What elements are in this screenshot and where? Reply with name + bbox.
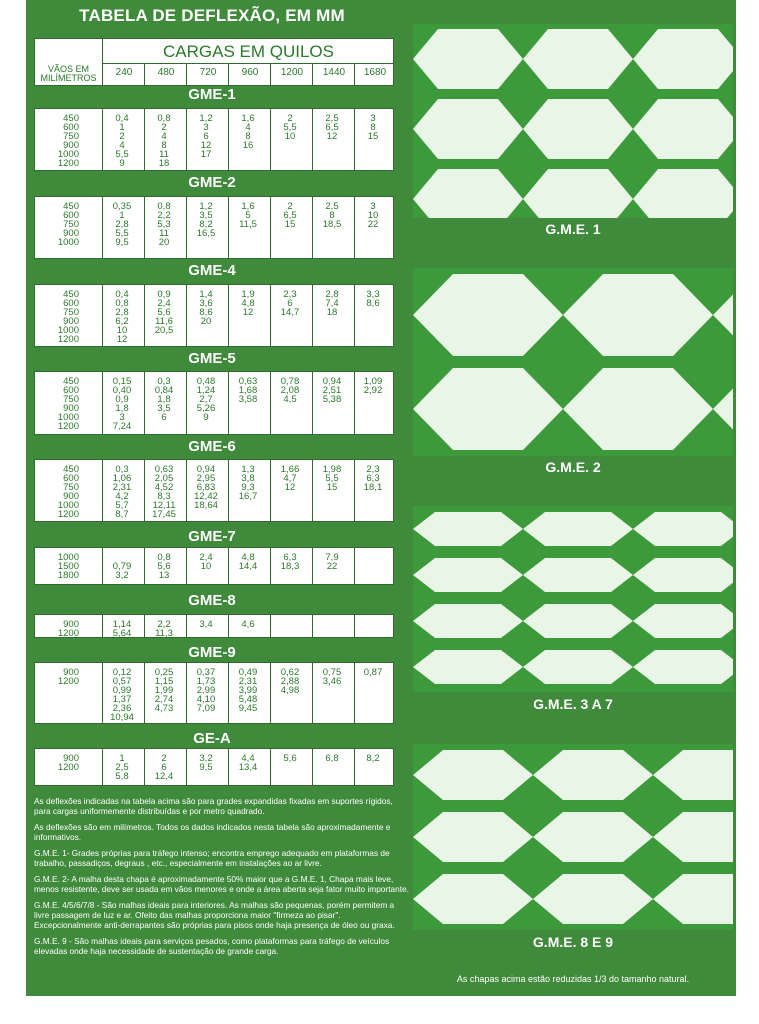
deflection-column-1440: 1,98 5,5 15 — [322, 464, 342, 493]
group-title-gme-2: GME-2 — [188, 174, 236, 191]
deflection-column-480: 0,3 0,84 1,8 3,5 6 — [154, 376, 174, 423]
deflection-column-1680: 3,3 8,6 — [366, 289, 380, 309]
deflection-column-960: 1,6 5 11,5 — [239, 201, 257, 230]
photo-label-gme3a7: G.M.E. 3 A 7 — [533, 696, 613, 712]
deflection-column-1680: 3 10 22 — [367, 201, 379, 230]
group-table-gme-2 — [34, 196, 394, 259]
deflection-column-720: 3,2 9,5 — [199, 753, 213, 773]
deflection-column-1200: 0,62 2,88 4,98 — [280, 667, 300, 696]
deflection-column-960: 1,3 3,8 9,3 16,7 — [238, 464, 258, 502]
deflection-column-1440: 2,8 7,4 18 — [325, 289, 339, 318]
note-paragraph: G.M.E. 2- A malha desta chapa é aproximadamente 50% maior que a G.M.E. 1, Chapa mais leve, menos resistente, deve ser usada em vãos menores e onde a área aberta seja fator muito importante. — [34, 874, 409, 894]
note-paragraph: As deflexões são em milímetros. Todos os dados indicados nesta tabela são aproximadamente e informativos. — [34, 822, 391, 842]
deflection-column-1440: 7,9 22 — [325, 552, 339, 572]
deflection-column-1680: 1,09 2,92 — [363, 376, 383, 396]
deflection-column-720: 3,4 — [199, 619, 213, 630]
load-header-960: 960 — [241, 67, 259, 78]
span-values: 450 600 750 900 1000 1200 — [57, 376, 79, 432]
mesh-pattern-icon — [413, 506, 733, 692]
deflection-column-960: 0,49 2,31 3,99 5,48 9,45 — [238, 667, 258, 714]
span-values: 450 600 750 900 1000 1200 — [57, 464, 79, 520]
deflection-column-720: 2,4 10 — [199, 552, 213, 572]
deflection-column-1440: 6,8 — [325, 753, 339, 764]
deflection-column-240: 0,79 3,2 — [112, 561, 132, 581]
deflection-column-240: 1 2,5 5,8 — [115, 753, 129, 782]
span-values: 900 1200 — [57, 753, 79, 773]
group-table-gme-5 — [34, 371, 394, 435]
deflection-column-240: 0,15 0,40 0,9 1,8 3 7,24 — [112, 376, 132, 432]
mesh-pattern-icon — [413, 744, 733, 930]
deflection-column-960: 4,8 14,4 — [238, 552, 258, 572]
deflection-column-1200: 5,6 — [283, 753, 297, 764]
mesh-photo-gme1 — [413, 24, 733, 218]
deflection-column-1200: 2 5,5 10 — [283, 113, 297, 142]
deflection-column-240: 0,4 0,8 2,8 6,2 10 12 — [115, 289, 129, 345]
deflection-column-1200: 1,66 4,7 12 — [280, 464, 300, 493]
deflection-column-1200: 6,3 18,3 — [280, 552, 300, 572]
table-header — [34, 38, 394, 86]
load-header-1200: 1200 — [280, 67, 304, 78]
deflection-column-960: 0,63 1,68 3,58 — [238, 376, 258, 405]
group-title-ge-a: GE-A — [193, 730, 231, 747]
deflection-column-1680: 2,3 6,3 18,1 — [363, 464, 383, 493]
mesh-pattern-icon — [413, 268, 733, 456]
deflection-column-480: 0,8 2,2 5,3 11 20 — [157, 201, 171, 248]
deflection-column-480: 0,25 1,15 1,99 2,74 4,73 — [154, 667, 174, 714]
load-header-240: 240 — [115, 67, 133, 78]
deflection-column-240: 1,14 5,64 — [112, 619, 132, 639]
deflection-column-960: 4,6 — [241, 619, 255, 630]
group-table-gme-4 — [34, 284, 394, 347]
group-title-gme-8: GME-8 — [188, 592, 236, 609]
deflection-column-1680: 0,87 — [363, 667, 383, 678]
span-values: 1000 1500 1800 — [57, 552, 79, 581]
deflection-column-1440: 2,5 6,5 12 — [325, 113, 339, 142]
load-header-480: 480 — [157, 67, 175, 78]
reduction-note: As chapas acima estão reduzidas 1/3 do tamanho natural. — [456, 974, 690, 984]
deflection-column-1680: 3 8 15 — [367, 113, 379, 142]
note-paragraph: G.M.E. 4/5/6/7/8 - São malhas ideais para interiores. As malhas são pequenas, porém permitem a livre passagem de luz e ar. Ofeito das malhas proporciona maior "firmeza ao pisar". Excepcionalmente anti-derrapantes são próprias para pisos onde haja presença de óleo ou graxa. — [34, 900, 395, 930]
note-paragraph: G.M.E. 1- Grades próprias para tráfego intenso; encontra emprego adequado em plataformas de trabalho, passadiços, degraus , etc., especialmente em instalações ao ar livre. — [34, 848, 390, 868]
deflection-column-240: 0,3 1,06 2,31 4,2 5,7 8,7 — [112, 464, 132, 520]
span-values: 900 1200 — [57, 619, 79, 639]
mesh-pattern-icon — [413, 24, 733, 218]
deflection-column-480: 0,63 2,05 4,52 8,3 12,11 17,45 — [152, 464, 176, 520]
deflection-column-480: 2,2 11,3 — [155, 619, 173, 639]
load-header-1440: 1440 — [322, 67, 346, 78]
deflection-column-960: 1,6 4 8 16 — [241, 113, 255, 151]
group-title-gme-9: GME-9 — [188, 644, 236, 661]
deflection-column-480: 0,8 2 4 8 11 18 — [157, 113, 171, 169]
loads-header: CARGAS EM QUILOS — [163, 42, 334, 61]
mesh-photo-gme2 — [413, 268, 733, 456]
spans-header: VÃOS EM MILÍMETROS — [40, 64, 97, 83]
mesh-photo-gme3a7 — [413, 506, 733, 692]
photo-label-gme1: G.M.E. 1 — [545, 221, 601, 237]
deflection-column-1440: 0,94 2,51 5,38 — [322, 376, 342, 405]
deflection-column-720: 1,2 3 6 12 17 — [199, 113, 213, 160]
deflection-column-480: 2 6 12,4 — [154, 753, 174, 782]
load-header-720: 720 — [199, 67, 217, 78]
deflection-column-1200: 2,3 6 14,7 — [280, 289, 300, 318]
deflection-column-960: 1,9 4,8 12 — [241, 289, 255, 318]
group-title-gme-5: GME-5 — [188, 350, 236, 367]
photo-label-gme2: G.M.E. 2 — [545, 459, 601, 475]
span-values: 450 600 750 900 1000 — [57, 201, 79, 248]
deflection-column-1680: 8,2 — [366, 753, 380, 764]
photo-label-gme8e9: G.M.E. 8 E 9 — [532, 934, 614, 950]
deflection-column-720: 0,37 1,73 2,99 4,10 7,09 — [196, 667, 216, 714]
note-paragraph: As deflexões indicadas na tabela acima são para grades expandidas fixadas em suportes rígidos, para cargas uniformemente distribuídas e por metro quadrado. — [34, 796, 393, 816]
deflection-column-480: 0,9 2,4 5,6 11,6 20,5 — [154, 289, 174, 336]
mesh-photo-gme8e9 — [413, 744, 733, 930]
page-title: TABELA DE DEFLEXÃO, EM MM — [79, 6, 345, 25]
span-values: 900 1200 — [57, 667, 79, 687]
deflection-column-720: 1,2 3,5 8,2 16,5 — [196, 201, 216, 239]
load-header-1680: 1680 — [363, 67, 387, 78]
group-title-gme-6: GME-6 — [188, 438, 236, 455]
group-table-gme-7 — [34, 547, 394, 585]
deflection-column-960: 4,4 13,4 — [238, 753, 258, 773]
deflection-column-480: 0,8 5,6 13 — [157, 552, 171, 581]
group-table-gme-1 — [34, 108, 394, 171]
group-table-gme-6 — [34, 459, 394, 522]
deflection-column-1200: 2 6,5 15 — [283, 201, 297, 230]
group-title-gme-7: GME-7 — [188, 528, 236, 545]
deflection-column-1440: 2,5 8 18,5 — [322, 201, 342, 230]
deflection-column-1440: 0,75 3,46 — [322, 667, 342, 687]
group-table-ge-a — [34, 748, 394, 786]
span-values: 450 600 750 900 1000 1200 — [57, 113, 79, 169]
note-paragraph: G.M.E. 9 - São malhas ideais para serviços pesados, como plataformas para tráfego de veículos elevadas onde haja necessidade de sustentação de grande carga. — [34, 936, 390, 956]
deflection-column-240: 0,35 1 2,8 5,5 9,5 — [112, 201, 132, 248]
group-title-gme-1: GME-1 — [188, 86, 236, 103]
notes — [34, 796, 410, 962]
deflection-column-240: 0,4 1 2 4 5,5 9 — [115, 113, 129, 169]
group-table-gme-9 — [34, 662, 394, 724]
deflection-column-1200: 0,78 2,08 4,5 — [280, 376, 300, 405]
deflection-column-720: 0,48 1,24 2,7 5,26 9 — [196, 376, 216, 423]
group-title-gme-4: GME-4 — [188, 262, 236, 279]
deflection-column-720: 0,94 2,95 6,83 12,42 18,64 — [194, 464, 218, 511]
group-table-gme-8 — [34, 614, 394, 638]
deflection-column-720: 1,4 3,6 8,6 20 — [199, 289, 213, 327]
deflection-column-240: 0,12 0,57 0,99 1,37 2,36 10,94 — [110, 667, 134, 723]
span-values: 450 600 750 900 1000 1200 — [57, 289, 79, 345]
